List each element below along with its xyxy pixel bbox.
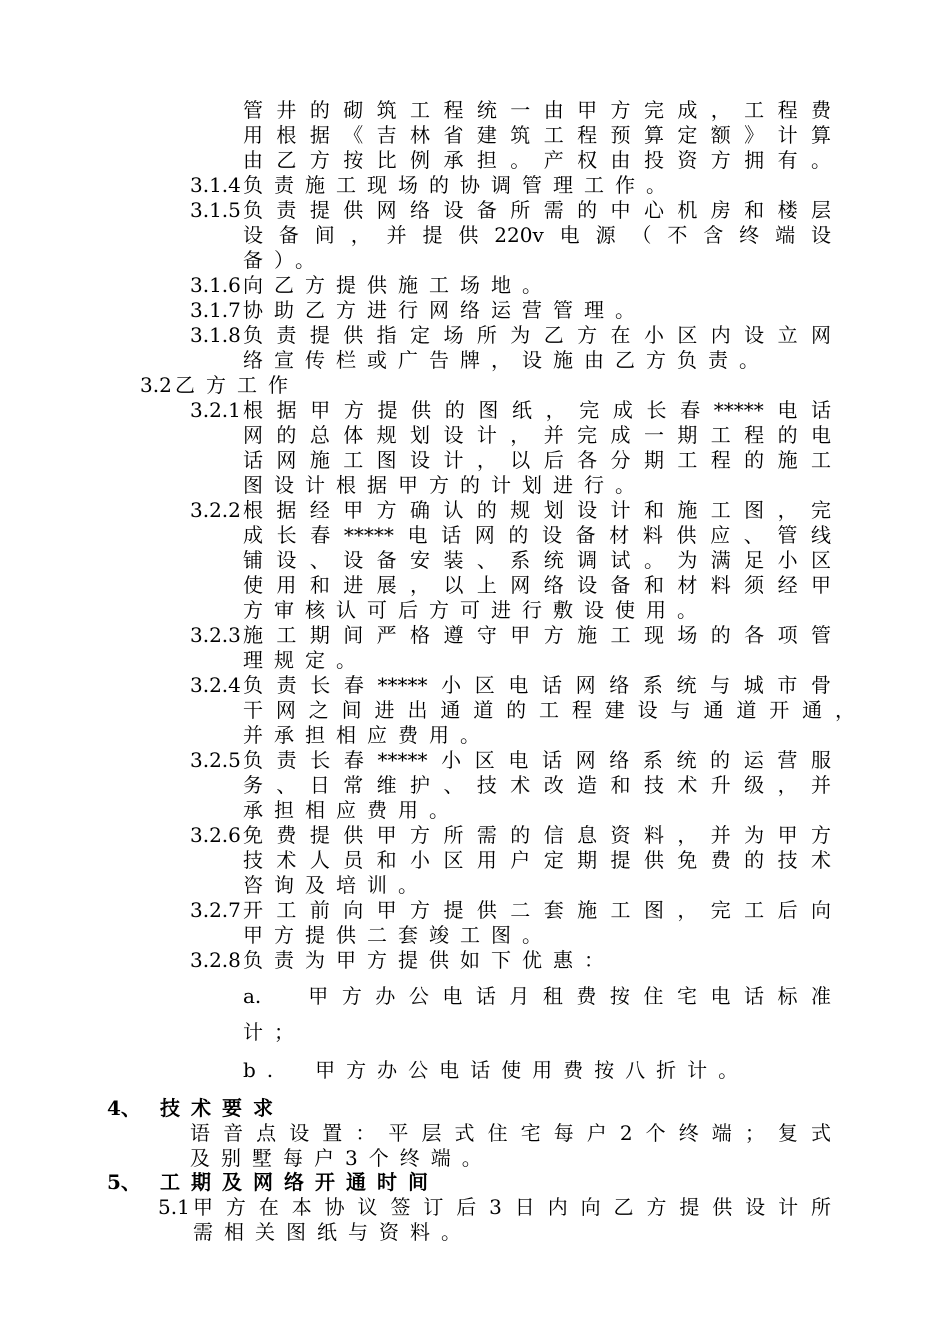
clause-number: 3.2.4 xyxy=(190,673,241,697)
paragraph-line: 管井的砌筑工程统一由甲方完成，工程费 xyxy=(243,98,831,122)
section-heading: 技术要求 xyxy=(160,1096,284,1120)
list-item-a-cont: 计； xyxy=(243,1020,305,1044)
clause-number: 3.1.5 xyxy=(190,198,241,222)
clause-number: 3.2.6 xyxy=(190,823,241,847)
paragraph-line: 备）。 xyxy=(243,248,326,272)
section-number: 5、 xyxy=(107,1170,141,1194)
paragraph-line: 设备间，并提供220v电源（不含终端设 xyxy=(243,223,831,247)
list-item-a: a. 甲方办公电话月租费按住宅电话标准 xyxy=(243,984,831,1008)
list-item-b: b. 甲方办公电话使用费按八折计。 xyxy=(243,1058,750,1082)
paragraph-line: 需相关图纸与资料。 xyxy=(193,1220,472,1244)
paragraph-line: 协助乙方进行网络运营管理。 xyxy=(243,298,646,322)
clause-number: 3.2.5 xyxy=(190,748,241,772)
clause-number: 5.1 xyxy=(158,1195,190,1219)
clause-number: 3.1.6 xyxy=(190,273,241,297)
section-number: 3.2 xyxy=(140,373,172,397)
paragraph-line: 网的总体规划设计，并完成一期工程的电 xyxy=(243,423,831,447)
clause-number: 3.2.7 xyxy=(190,898,241,922)
paragraph-line: 负责提供网络设备所需的中心机房和楼层 xyxy=(243,198,831,222)
clause-number: 3.2.2 xyxy=(190,498,241,522)
paragraph-line: 负责长春*****小区电话网络系统的运营服 xyxy=(243,748,831,772)
paragraph-line: 及别墅每户3个终端。 xyxy=(190,1146,493,1170)
clause-number: 3.1.8 xyxy=(190,323,241,347)
paragraph-line: 由乙方按比例承担。产权由投资方拥有。 xyxy=(243,148,831,172)
paragraph-line: 负责提供指定场所为乙方在小区内设立网 xyxy=(243,323,831,347)
paragraph-line: 并承担相应费用。 xyxy=(243,723,491,747)
paragraph-line: 甲方提供二套竣工图。 xyxy=(243,923,553,947)
paragraph-line: 成长春*****电话网的设备材料供应、管线 xyxy=(243,523,831,547)
paragraph-line: 铺设、设备安装、系统调试。为满足小区 xyxy=(243,548,831,572)
clause-number: 3.1.4 xyxy=(190,173,241,197)
paragraph-line: 向乙方提供施工场地。 xyxy=(243,273,553,297)
paragraph-line: 甲方在本协议签订后3日内向乙方提供设计所 xyxy=(193,1195,831,1219)
paragraph-line: 承担相应费用。 xyxy=(243,798,460,822)
paragraph-line: 方审核认可后方可进行敷设使用。 xyxy=(243,598,708,622)
section-number: 4、 xyxy=(107,1096,141,1120)
paragraph-line: 使用和进展，以上网络设备和材料须经甲 xyxy=(243,573,831,597)
paragraph-line: 根据甲方提供的图纸，完成长春*****电话 xyxy=(243,398,831,422)
paragraph-line: 咨询及培训。 xyxy=(243,873,429,897)
section-heading: 乙方工作 xyxy=(175,373,299,397)
paragraph-line: 负责为甲方提供如下优惠： xyxy=(243,948,615,972)
paragraph-line: 施工期间严格遵守甲方施工现场的各项管 xyxy=(243,623,831,647)
paragraph-line: 理规定。 xyxy=(243,648,367,672)
paragraph-line: 免费提供甲方所需的信息资料，并为甲方 xyxy=(243,823,831,847)
paragraph-line: 用根据《吉林省建筑工程预算定额》计算 xyxy=(243,123,831,147)
paragraph-line: 负责长春*****小区电话网络系统与城市骨 xyxy=(243,673,831,697)
section-heading: 工期及网络开通时间 xyxy=(160,1170,439,1194)
paragraph-line: 干网之间进出通道的工程建设与通道开通， xyxy=(243,698,855,722)
paragraph-line: 语音点设置：平层式住宅每户2个终端；复式 xyxy=(190,1121,831,1145)
paragraph-line: 络宣传栏或广告牌，设施由乙方负责。 xyxy=(243,348,770,372)
clause-number: 3.2.1 xyxy=(190,398,241,422)
paragraph-line: 务、日常维护、技术改造和技术升级，并 xyxy=(243,773,831,797)
paragraph-line: 话网施工图设计，以后各分期工程的施工 xyxy=(243,448,831,472)
clause-number: 3.2.3 xyxy=(190,623,241,647)
clause-number: 3.1.7 xyxy=(190,298,241,322)
paragraph-line: 负责施工现场的协调管理工作。 xyxy=(243,173,677,197)
paragraph-line: 开工前向甲方提供二套施工图，完工后向 xyxy=(243,898,831,922)
paragraph-line: 图设计根据甲方的计划进行。 xyxy=(243,473,646,497)
paragraph-line: 技术人员和小区用户定期提供免费的技术 xyxy=(243,848,831,872)
clause-number: 3.2.8 xyxy=(190,948,241,972)
paragraph-line: 根据经甲方确认的规划设计和施工图，完 xyxy=(243,498,831,522)
